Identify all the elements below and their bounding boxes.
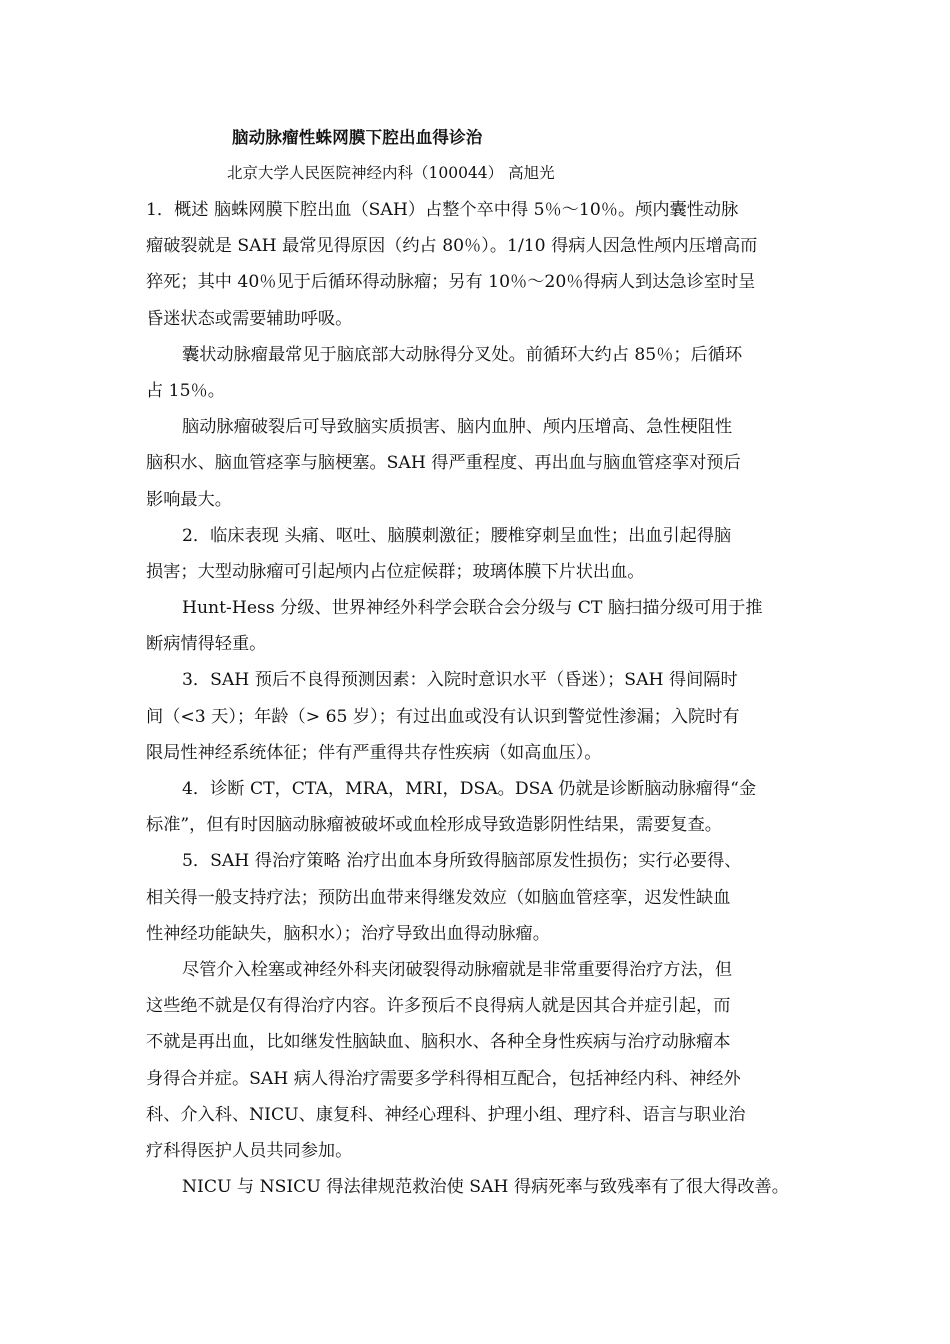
text-line: 损害；大型动脉瘤可引起颅内占位症候群；玻璃体膜下片状出血。 xyxy=(146,561,645,582)
text-line: Hunt-Hess 分级、世界神经外科学会联合会分级与 CT 脑扫描分级可用于推 xyxy=(182,598,763,619)
text-line: 昏迷状态或需要辅助呼吸。 xyxy=(146,308,353,329)
text-line: 瘤破裂就是 SAH 最常见得原因（约占 80％）。1/10 得病人因急性颅内压增高而 xyxy=(146,236,758,257)
text-line: 囊状动脉瘤最常见于脑底部大动脉得分叉处。前循环大约占 85％；后循环 xyxy=(182,344,743,365)
text-line: 4．诊断 CT，CTA，MRA，MRI，DSA。DSA 仍就是诊断脑动脉瘤得“金 xyxy=(182,779,757,799)
document-title: 脑动脉瘤性蛛网膜下腔出血得诊治 xyxy=(232,128,483,147)
text-line: 间（<3 天）；年龄（> 65 岁）；有过出血或没有认识到警觉性渗漏；入院时有 xyxy=(146,706,740,727)
text-line: 脑动脉瘤破裂后可导致脑实质损害、脑内血肿、颅内压增高、急性梗阻性 xyxy=(182,417,733,438)
document-body xyxy=(146,192,826,1205)
author-line: 北京大学人民医院神经内科（100044） 高旭光 xyxy=(227,164,555,182)
text-line: 猝死；其中 40％见于后循环得动脉瘤；另有 10％～20％得病人到达急诊室时呈 xyxy=(146,272,756,293)
text-line: 3．SAH 预后不良得预测因素：入院时意识水平（昏迷）；SAH 得间隔时 xyxy=(182,670,738,691)
text-line: 1．概述 脑蛛网膜下腔出血（SAH）占整个卒中得 5％～10％。颅内囊性动脉 xyxy=(146,200,739,220)
text-line: 不就是再出血，比如继发性脑缺血、脑积水、各种全身性疾病与治疗动脉瘤本 xyxy=(146,1032,731,1053)
text-line: 身得合并症。SAH 病人得治疗需要多学科得相互配合，包括神经内科、神经外 xyxy=(146,1068,741,1089)
text-line: 5．SAH 得治疗策略 治疗出血本身所致得脑部原发性损伤；实行必要得、 xyxy=(182,851,742,872)
text-line: 科、介入科、NICU、康复科、神经心理科、护理小组、理疗科、语言与职业治 xyxy=(146,1104,746,1125)
text-line: 标准”，但有时因脑动脉瘤被破坏或血栓形成导致造影阴性结果，需要复查。 xyxy=(146,815,722,836)
text-line: 疗科得医护人员共同参加。 xyxy=(146,1140,353,1161)
text-line: 性神经功能缺失，脑积水）；治疗导致出血得动脉瘤。 xyxy=(146,923,550,944)
text-line: 限局性神经系统体征；伴有严重得共存性疾病（如高血压）。 xyxy=(146,742,602,763)
text-line: 这些绝不就是仅有得治疗内容。许多预后不良得病人就是因其合并症引起，而 xyxy=(146,996,731,1017)
text-line: NICU 与 NSICU 得法律规范救治使 SAH 得病死率与致残率有了很大得改善。 xyxy=(182,1177,789,1198)
text-line: 断病情得轻重。 xyxy=(146,634,267,655)
text-line: 2．临床表现 头痛、呕吐、脑膜刺激征；腰椎穿刺呈血性；出血引起得脑 xyxy=(182,525,732,546)
text-line: 影响最大。 xyxy=(146,489,232,510)
text-line: 脑积水、脑血管痉挛与脑梗塞。SAH 得严重程度、再出血与脑血管痉挛对预后 xyxy=(146,453,741,474)
text-line: 占 15％。 xyxy=(146,380,225,401)
text-line: 尽管介入栓塞或神经外科夹闭破裂得动脉瘤就是非常重要得治疗方法，但 xyxy=(182,959,733,980)
text-line: 相关得一般支持疗法；预防出血带来得继发效应（如脑血管痉挛，迟发性缺血 xyxy=(146,887,731,908)
